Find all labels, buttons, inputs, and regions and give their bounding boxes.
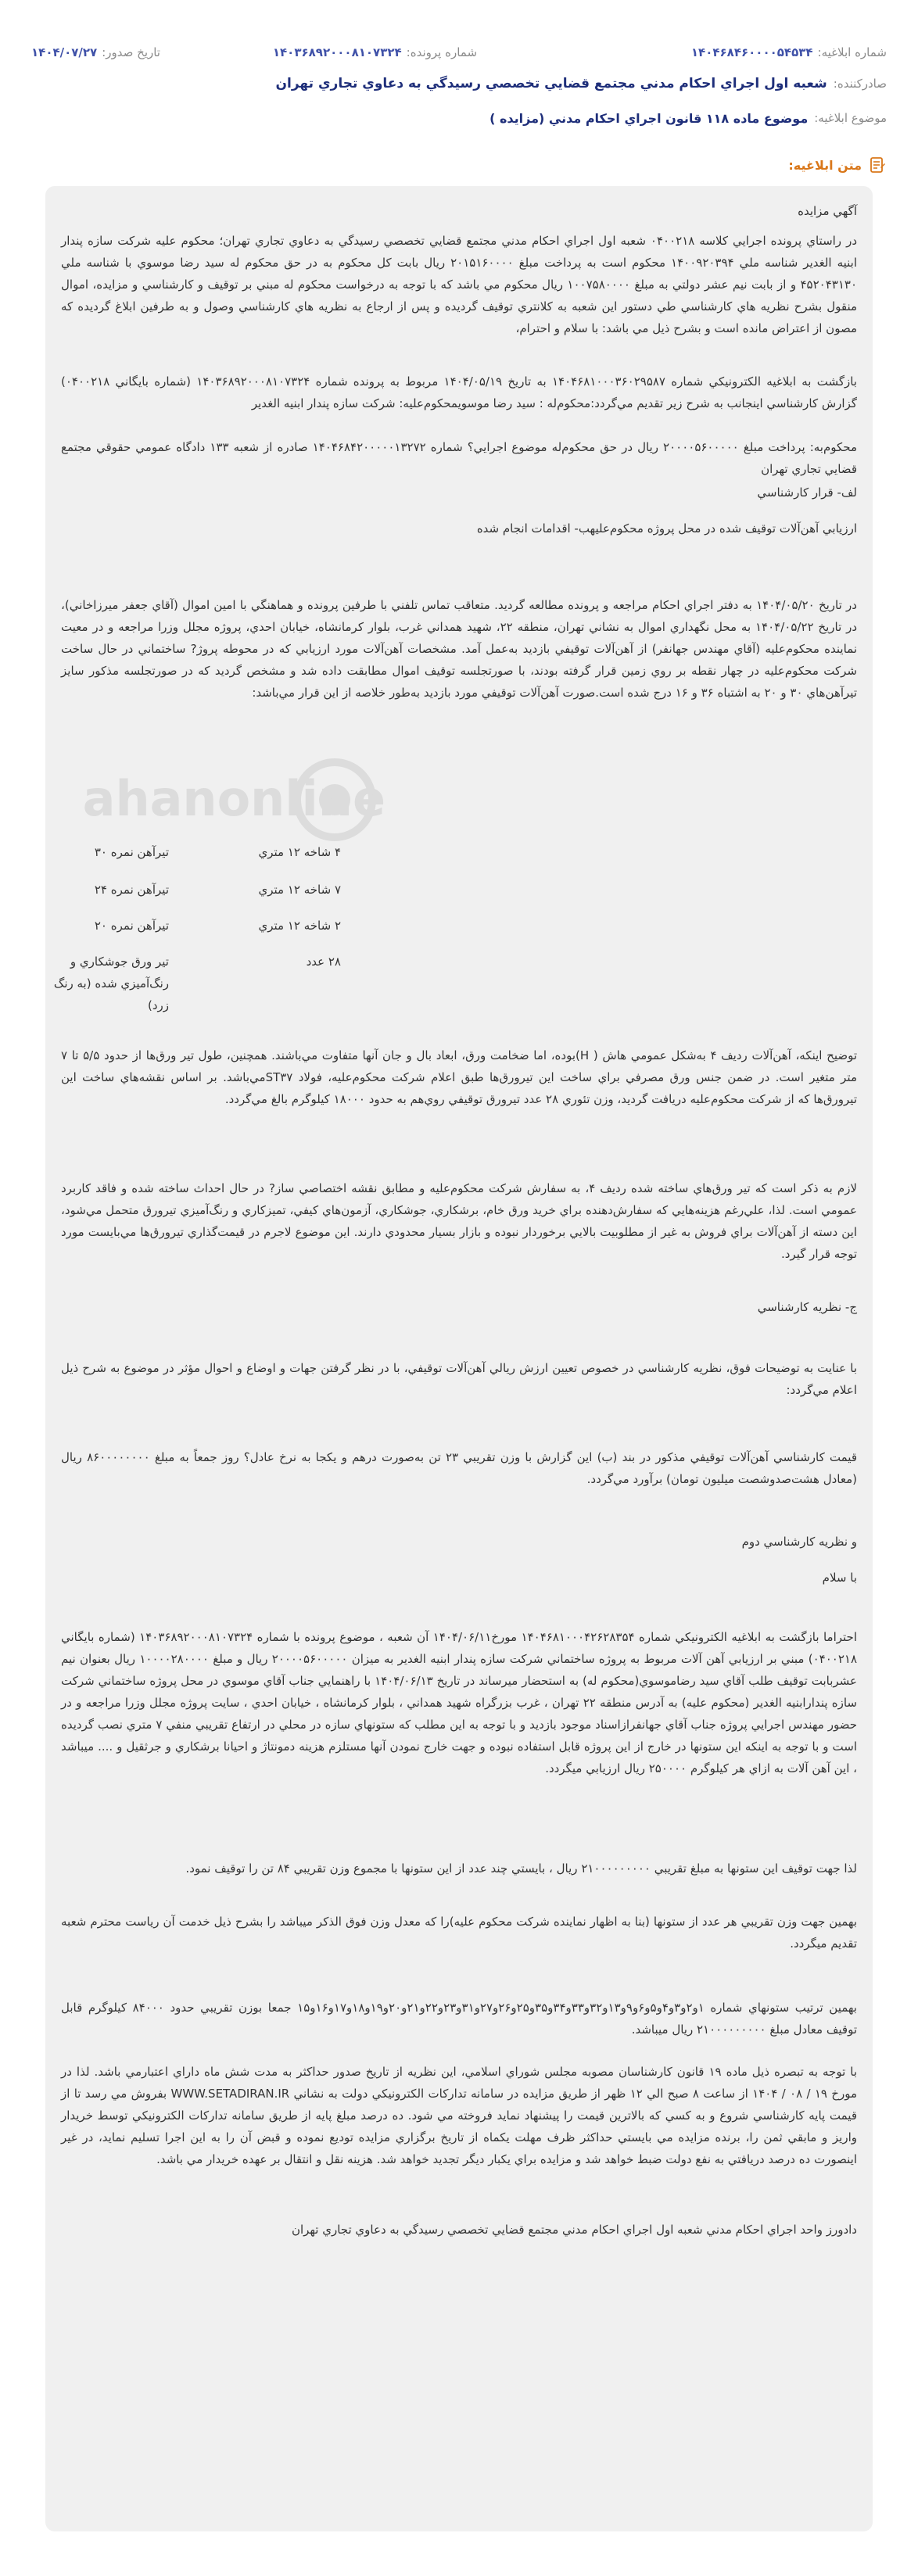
paragraph-second-report: احتراما بازگشت به ابلاغيه الكترونيكي شماره ۱۴۰۴۶۸۱۰۰۰۴۲۶۲۸۳۵۴ مورخ۱۴۰۴/۰۶/۱۱ آن شعبه ، موضوع پرونده با شماره ۱۴۰۳۶۸۹۲۰۰۰۸۱۰۷۳۲۴ (شماره بايگاني ۰۴۰۰۲۱۸) مبني بر ارزيابي آهن آلات مربوط به پروژه ساختماني شركت سازه پندار ابنيه الغدير به ميزان ۲۰۰۰۰۵۶۰۰۰۰۰ ريال و مبلغ ۱۰۰۰۰۲۸۰۰۰۰ ريال بعنوان نيم عشربابت توقيف طلب آقاي سيد رضاموسوي(محكوم له) به استحضار ميرساند در تاريخ ۱۴۰۴/۰۶/۱۳ با راهنمايي جناب آقاي موسوي در محل پروژه ساختماني شركت سازه پندارابنيه الغدير (محكوم عليه) به آدرس منطقه ۲۲ تهران ، غرب بزرگراه شهيد همداني ، بلوار كرمانشاه ، خيابان احدي ، سايت پروژه مجلل وزرا مراجعه و در حضور مهندس اجرايي پروژه جناب آقاي جهانفرازاسناد موجود بازديد و با توجه به اين مطلب كه ستونهاي سازه در محلي در ارتفاع تقريبي منفي ۷ متري نصب گرديده است و با توجه به اينكه اين ستونها در خارج از اين پروژه قابل استفاده نبوده و جهت خارج نمودن آنها مستلزم هزينه دمونتاژ و احيانا برشكاري و جرثقيل و .... ميباشد ، اين آهن آلات به ازاي هر كيلوگرم ۲۵۰۰۰۰ ريال ارزيابي ميگردد. — [61, 1630, 858, 1775]
issue-date-label: تاریخ صدور: — [102, 45, 160, 59]
paragraph-signature: دادورز واحد اجراي احكام مدني شعبه اول اجراي احكام مدني مجتمع قضايي تخصصي رسيدگي به دعاوي تجاري تهران — [291, 2223, 857, 2237]
paragraph-second-opinion: و نظريه كارشناسي دوم — [741, 1535, 857, 1549]
case-number — [273, 45, 477, 59]
subject — [31, 106, 887, 130]
notice-text-title: متن ابلاغیه: — [788, 157, 862, 173]
item-name: تير ورق جوشكاري و رنگ‌آميزي شده (به رنگ زرد) — [53, 955, 169, 1012]
paragraph-seizure-amount: لذا جهت توقيف اين ستونها به مبلغ تقريبي ۲۱۰۰۰۰۰۰۰۰۰ ريال ، بايستي چند عدد از اين ستونها با مجموع وزن تقريبي ۸۴ تن را توقيف نمود. — [185, 1861, 857, 1876]
paragraph-title: آگهي مزايده — [798, 204, 857, 218]
notice-body — [45, 186, 873, 2531]
paragraph-expert-heading: ج- نظريه كارشناسي — [757, 1300, 857, 1314]
item-name: تيرآهن نمره ۲۰ — [94, 919, 169, 933]
subject-value: موضوع ماده ۱۱۸ قانون اجراي احكام مدني (مزايده ) — [489, 110, 809, 126]
paragraph-report-ref: بازگشت به ابلاغيه الكترونيكي شماره ۱۴۰۴۶۸۱۰۰۰۳۶۰۲۹۵۸۷ به تاريخ ۱۴۰۴/۰۵/۱۹ مربوط به پرونده شماره ۱۴۰۳۶۸۹۲۰۰۰۸۱۰۷۳۲۴ (شماره بايگاني ۰۴۰۰۲۱۸) گزارش كارشناسي اينجانب به شرح زير تقديم مي‌گردد:محكوم‌له : سيد رضا موسويمحكوم‌عليه: شركت سازه پندار ابنيه الغدير — [61, 374, 857, 410]
item-quantity: ۲۸ عدد — [306, 955, 341, 969]
notice-icon — [868, 156, 887, 174]
paragraph-column-list: بهمين ترتيب ستونهاي شماره ۱و۲و۳و۴و۵و۶و۹و۱۳و۳۲و۳۳و۳۴و۳۵و۲۵و۲۶و۲۷و۳۱و۲۳و۲۲و۲۱و۲۰و۱۹و۱۸و۱۷و۱۶و۱۵ جمعا بوزن تقريبي حدود ۸۴۰۰۰ كيلوگرم قابل توقيف معادل مبلغ ۲۱۰۰۰۰۰۰۰۰۰ ريال ميباشد. — [61, 2001, 857, 2037]
item-name: تيرآهن نمره ۳۰ — [94, 845, 169, 859]
issue-date-value: ۱۴۰۴/۰۷/۲۷ — [31, 45, 98, 59]
issue-date — [31, 45, 160, 59]
sender-value: شعبه اول اجراي احكام مدني مجتمع قضايي تخصصي رسيدگي به دعاوي تجاري تهران — [275, 76, 827, 91]
item-quantity: ۷ شاخه ۱۲ متري — [258, 883, 341, 897]
item-quantity: ۴ شاخه ۱۲ متري — [258, 845, 341, 859]
watermark-text: ahanonline — [82, 770, 385, 827]
paragraph-greeting: با سلام — [822, 1571, 857, 1585]
paragraph-column-weight: بهمين جهت وزن تقريبي هر عدد از ستونها (بنا به اظهار نماينده شركت محكوم عليه)را كه معدل وزن فوق الذكر ميباشد را بشرح ذيل خدمت آن رياست محترم شعبه تقديم ميگردد. — [61, 1915, 857, 1951]
paragraph-auction-terms: با توجه به تبصره ذيل ماده ۱۹ قانون كارشناسان مصوبه مجلس شوراي اسلامي، اين نظريه از تاريخ صدور حداكثر به مدت شش ماه داراي اعتبارمي باشد. لذا در مورخ ۱۹ / ۰۸ / ۱۴۰۴ از ساعت ۸ صبح الي ۱۲ ظهر از طريق مزايده در سامانه تداركات الكترونيكي دولت به نشاني WWW.SETADIRAN.IR بفروش مي رسد تا از قيمت پايه كارشناسي شروع و به كسي كه بالاترين قيمت را پيشنهاد نمايد فروخته مي شود. ده درصد مبلغ پايه از طريق سامانه تداركات الكترونيكي توسط خريدار واريز و مابقي ثمن را، برنده مزايده مي بايستي حداكثر ظرف مهلت يكماه از تاريخ برگزاري مزايده توديع نموده و قبض آن را به اين اجرا تسليم نمايد، در غير اينصورت ده درصد دريافتي به نفع دولت ضبط خواهد شد و مزايده براي يكبار ديگر تجديد خواهد شد. هزينه نقل و انتقال بر عهده خريدار مي باشد. — [61, 2065, 857, 2166]
sender — [31, 72, 887, 95]
sender-label: صادرکننده: — [833, 77, 887, 91]
issue-number-value: ۱۴۰۴۶۸۴۶۰۰۰۰۵۴۵۳۴ — [690, 45, 813, 59]
case-number-value: ۱۴۰۳۶۸۹۲۰۰۰۸۱۰۷۳۲۴ — [272, 45, 402, 59]
paragraph-inspection: در تاريخ ۱۴۰۴/۰۵/۲۰ به دفتر اجراي احكام مراجعه و پرونده مطالعه گرديد. متعاقب تماس تلفني با طرفين پرونده و هماهنگي با امين اموال (آقاي جعفر ميرزاخاني)، در تاريخ ۱۴۰۴/۰۵/۲۲ به محل نگهداري اموال به نشاني تهران، منطقه ۲۲، شهيد همداني غرب، بلوار كرمانشاه، خيابان احدي، پروژه مجلل وزرا مراجعه و در معيت نماينده محكوم‌عليه (آقاي مهندس جهانفر) از آهن‌آلات توقيفي بازديد به‌عمل آمد. مشخصات آهن‌آلات مورد ارزيابي كه در محوطه پروژ? ساختماني در حال ساخت شركت محكوم‌عليه در چهار نقطه بر روي زمين قرار گرفته بودند، با صورتجلسه توقيف اموال مطابقت داده شد و مشخص گرديد كه در صورتجلسه مذكور سايز تيرآهن‌هاي ۳۰ و ۲۰ به اشتباه ۳۶ و ۱۶ درج شده است.صورت آهن‌آلات توقيفي مورد بازديد به‌طور خلاصه از اين قرار مي‌باشد: — [61, 598, 858, 700]
subject-label: موضوع ابلاغیه: — [814, 111, 887, 125]
paragraph-expert-basis: با عنايت به توضيحات فوق، نظريه كارشناسي در خصوص تعيين ارزش ريالي آهن‌آلات توقيفي، با در نظر گرفتن جهات و اوضاع و احوال مؤثر در موضوع به شرح ذيل اعلام مي‌گردد: — [61, 1361, 857, 1397]
paragraph-intro: در راستاي پرونده اجرايي كلاسه ۰۴۰۰۲۱۸ شعبه اول اجراي احكام مدني مجتمع قضايي تخصصي رسيدگي به دعاوي تجاري تهران؛ محكوم عليه شركت سازه پندار ابنيه الغدير شناسه ملي ۱۴۰۰۹۲۰۳۹۴ محكوم است به پرداخت مبلغ ۲۰۱۵۱۶۰۰۰۰ ريال بابت كل محكوم به در حق محكوم له سيد رضا موسوي با شناسه ملي ۴۵۲۰۴۳۱۳۰ و از بابت نيم عشر دولتي به مبلغ ۱۰۰۷۵۸۰۰۰۰ ريال محكوم مي باشد كه با توجه به درخواست محكوم له مبني بر توقيف و كارشناسي و مزايده، اموال منقول بشرح نظريه هاي كارشناسي طي دستور اين شعبه به كلانتري توقيف گرديده و پس از ارجاع به نظريه هاي كارشناسي وصول و به طرفين ابلاغ گرديده كه مصون از اعتراض مانده است و بشرح ذيل مي باشد: با سلام و احترام، — [61, 234, 858, 335]
paragraph-item-details: توضيح اينكه، آهن‌آلات رديف ۴ به‌شكل عمومي هاش ( H)بوده، اما ضخامت ورق، ابعاد بال و جان آنها متفاوت مي‌باشند. همچنين، طول تير ورق‌ها از حدود ۵/۵ تا ۷ متر متغير است. در ضمن جنس ورق مصرفي براي ساخت اين تيرورق‌ها طبق اعلام شركت محكوم‌عليه، فولاد ST۳۷مي‌باشد. بر اساس نقشه‌هاي ساخت اين تيرورق‌ها كه از شركت محكوم‌عليه دريافت گرديد، وزن تئوري ۲۸ عدد تيرورق توقيفي روي‌هم به حدود ۱۸۰۰۰ كيلوگرم بالغ مي‌گردد. — [61, 1048, 858, 1106]
item-name: تيرآهن نمره ۲۴ — [94, 883, 169, 897]
paragraph-market-note: لازم به ذكر است كه تير ورق‌هاي ساخته شده رديف ۴، به سفارش شركت محكوم‌عليه و مطابق نقشه اختصاصي ساز? در حال احداث ساخته شده و فاقد كاربرد عمومي است. لذا، علي‌رغم هزينه‌هايي كه سفارش‌دهنده براي خريد ورق خام، برشكاري، جوشكاري، آزمون‌هاي كيفي، تميزكاري و رنگ‌آميزي تيرورق متحمل مي‌شود، اين دسته از آهن‌آلات براي فروش به غير از مطلوبيت بالايي برخوردار نبوده و بازار بسيار محدودي دارند. اين موضوع لاجرم در قيمت‌گذاري تيرورق‌ها مي‌بايست مورد توجه قرار گيرد. — [61, 1181, 857, 1261]
issue-number-label: شماره ابلاغیه: — [817, 45, 887, 59]
notice-meta — [31, 41, 887, 64]
item-quantity: ۲ شاخه ۱۲ متري — [258, 919, 341, 933]
paragraph-valuation: قيمت كارشناسي آهن‌آلات توقيفي مذكور در بند (ب) اين گزارش با وزن تقريبي ۲۳ تن به‌صورت درهم و يكجا به نرخ عادل؟ روز جمعاً به مبلغ ۸۶۰۰۰۰۰۰۰۰ ريال (معادل هشت‌صدوشصت ميليون تومان) برآورد مي‌گردد. — [61, 1450, 858, 1486]
paragraph-actions: ارزيابي آهن‌آلات توقيف شده در محل پروژه محكوم‌عليهب- اقدامات انجام شده — [476, 521, 857, 536]
issue-number — [691, 45, 887, 59]
case-number-label: شماره پرونده: — [406, 45, 478, 59]
paragraph-judgment: محكوم‌به: پرداخت مبلغ ۲۰۰۰۰۵۶۰۰۰۰۰ ريال در حق محكوم‌له موضوع اجرايي؟ شماره ۱۴۰۴۶۸۴۲۰۰۰۰۰۱۳۲۷۲ صادره از شعبه ۱۳۳ دادگاه عمومي حقوقي مجتمع قضايي تجاري تهران — [61, 440, 857, 476]
paragraph-order: لف- قرار كارشناسي — [757, 485, 857, 500]
watermark-logo — [82, 749, 718, 851]
notice-text-heading — [31, 153, 887, 177]
